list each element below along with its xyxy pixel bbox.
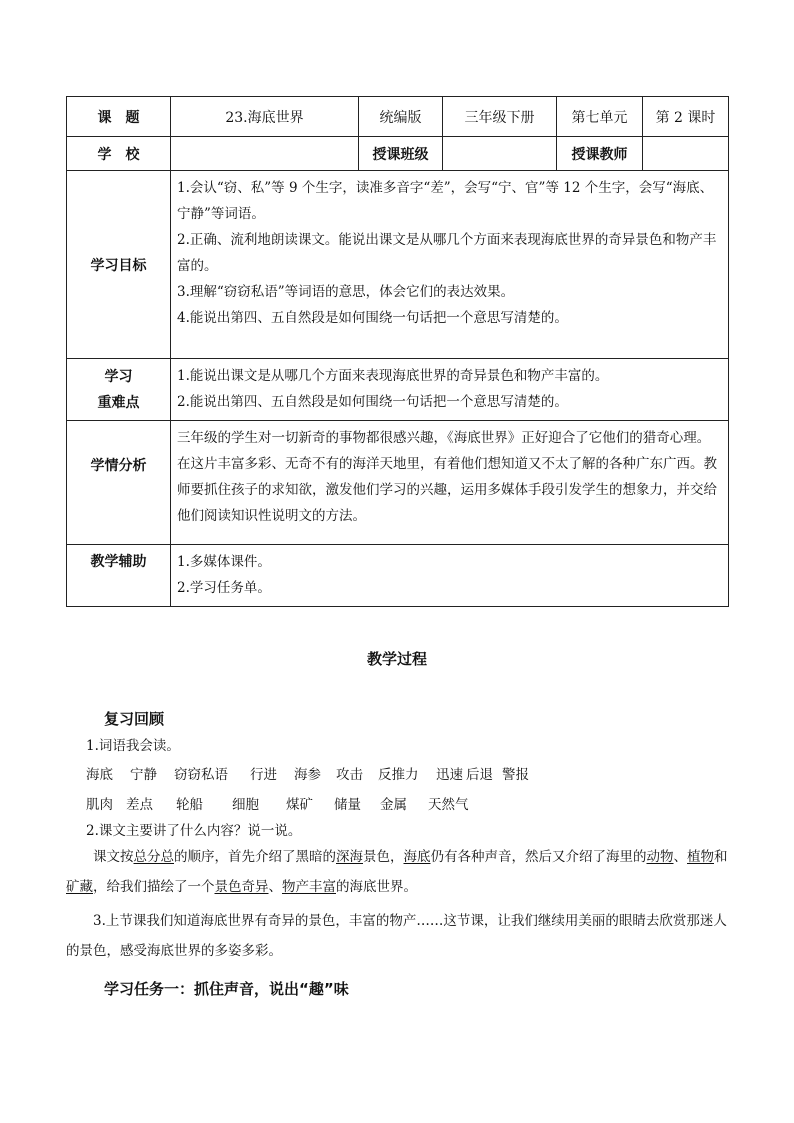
edition-cell: 统编版 (359, 97, 443, 137)
analysis-row (67, 421, 729, 545)
word-item: 窃窃私语 (174, 767, 228, 783)
goals-label: 学习目标 (67, 171, 171, 359)
key-points-label-line1: 学习 (104, 368, 133, 385)
topic-row (67, 97, 729, 137)
key-point-item: 1.能说出课文是从哪几个方面来表现海底世界的奇异景色和物产丰富的。 (177, 368, 609, 384)
class-label: 授课班级 (359, 137, 443, 171)
analysis-content (171, 421, 729, 545)
question-2: 2.课文主要讲了什么内容？说一说。 (86, 823, 302, 839)
word-item: 后退 (466, 767, 493, 783)
key-points-row (67, 359, 729, 421)
aid-item: 1.多媒体课件。 (177, 554, 271, 570)
analysis-label: 学情分析 (67, 421, 171, 545)
teacher-value (643, 137, 729, 171)
answer-underlined: 深海 (336, 849, 363, 865)
grade-cell: 三年级下册 (443, 97, 557, 137)
answer-text: 、 (673, 849, 687, 865)
answer-text: 景色， (363, 849, 404, 865)
class-value (443, 137, 557, 171)
topic-label: 课 题 (67, 97, 171, 137)
lesson-info-table (66, 96, 729, 607)
school-row (67, 137, 729, 171)
answer-underlined: 植物 (687, 849, 714, 865)
word-item: 海底 (86, 767, 113, 783)
task-1-heading: 学习任务一：抓住声音，说出“趣”味 (104, 980, 349, 998)
key-point-item: 2.能说出第四、五自然段是如何围绕一句话把一个意思写清楚的。 (177, 394, 568, 410)
answer-text: 和 (714, 849, 728, 865)
word-item: 肌肉 (86, 797, 113, 813)
answer-underlined: 总分总 (133, 849, 174, 865)
key-points-content (171, 359, 729, 421)
word-item: 迅速 (436, 767, 463, 783)
answer-text: ，给我们描绘了一个 (93, 879, 215, 895)
goal-item: 1.会认“窃、私”等 9 个生字，读准多音字“差”，会写“宁、官”等 12 个生字，会写“海底、宁静”等词语。 (177, 180, 714, 222)
period-cell: 第 2 课时 (643, 97, 729, 137)
analysis-text: 三年级的学生对一切新奇的事物都很感兴趣，《海底世界》正好迎合了它他们的猎奇心理。在这片丰富多彩、无奇不有的海洋天地里，有着他们想知道又不太了解的各种广东广西。教师要抓住孩子的求知欲，激发他们学习的兴趣，运用多媒体手段引发学生的想象力，并交给他们阅读知识性说明文的方法。 (177, 430, 717, 524)
aids-row (67, 545, 729, 607)
answer-underlined: 矿藏 (66, 879, 93, 895)
review-heading: 复习回顾 (104, 710, 165, 728)
goal-item: 4.能说出第四、五自然段是如何围绕一句话把一个意思写清楚的。 (177, 310, 568, 326)
answer-text: 仍有各种声音，然后又介绍了海里的 (430, 849, 647, 865)
answer-text: 、 (268, 879, 282, 895)
word-item: 金属 (380, 797, 407, 813)
question-1: 1.词语我会读。 (86, 738, 180, 754)
key-points-label (67, 359, 171, 421)
question-3: 3.上节课我们知道海底世界有奇异的景色，丰富的物产……这节课，让我们继续用美丽的眼睛去欣赏那迷人的景色，感受海底世界的多姿多彩。 (66, 913, 727, 959)
answer-text: 的海底世界。 (336, 879, 417, 895)
word-item: 储量 (334, 797, 361, 813)
answer-text: 的顺序，首先介绍了黑暗的 (174, 849, 336, 865)
word-list-row-1 (86, 760, 728, 790)
word-item: 反推力 (378, 767, 419, 783)
process-title: 教学过程 (366, 650, 427, 668)
key-points-label-line2: 重难点 (97, 394, 140, 411)
word-item: 警报 (502, 767, 529, 783)
word-item: 天然气 (428, 797, 469, 813)
school-label: 学 校 (67, 137, 171, 171)
aid-item: 2.学习任务单。 (177, 580, 271, 596)
word-item: 细胞 (232, 797, 259, 813)
process-body (66, 706, 728, 1002)
aids-label: 教学辅助 (67, 545, 171, 607)
word-item: 宁静 (130, 767, 157, 783)
school-value (171, 137, 359, 171)
goals-row (67, 171, 729, 359)
lesson-title: 23.海底世界 (171, 97, 359, 137)
goal-item: 2.正确、流利地朗读课文。能说出课文是从哪几个方面来表现海底世界的奇异景色和物产丰富的。 (177, 232, 717, 274)
word-item: 煤矿 (286, 797, 313, 813)
word-list-row-2 (86, 790, 728, 820)
aids-content (171, 545, 729, 607)
word-item: 差点 (126, 797, 153, 813)
answer-text: 课文按 (93, 849, 134, 865)
answer-underlined: 动物 (646, 849, 674, 865)
answer-paragraph (66, 842, 728, 902)
answer-underlined: 海底 (403, 849, 431, 865)
goal-item: 3.理解“窃窃私语”等词语的意思，体会它们的表达效果。 (177, 284, 515, 300)
word-item: 攻击 (336, 767, 363, 783)
goals-content (171, 171, 729, 359)
word-item: 轮船 (176, 797, 203, 813)
answer-underlined: 物产丰富 (282, 879, 336, 895)
word-item: 海参 (294, 767, 321, 783)
answer-underlined: 景色奇异 (214, 879, 269, 895)
word-item: 行进 (250, 767, 277, 783)
teacher-label: 授课教师 (557, 137, 643, 171)
unit-cell: 第七单元 (557, 97, 643, 137)
